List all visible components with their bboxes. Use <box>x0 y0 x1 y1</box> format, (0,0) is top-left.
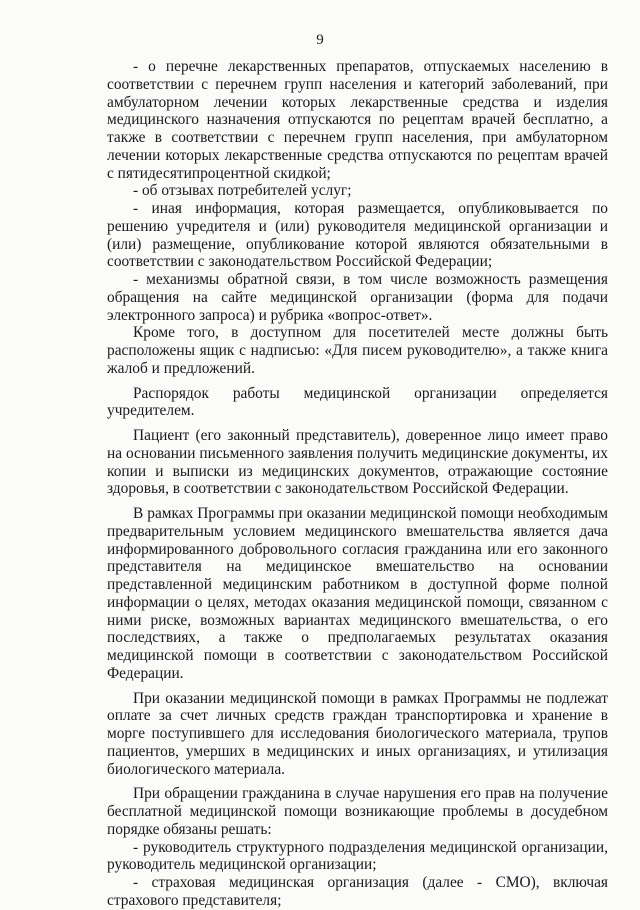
paragraph-list-item: - об отзывах потребителей услуг; <box>133 182 352 200</box>
paragraph-list-item: - о перечне лекарственных препаратов, отпускаемых населению в соответствии с перечнем групп населения и категорий заболеваний, при амбулаторном лечении которых лекарственные средства и изделия медицинского назначения отпускаются по рецептам врачей бесплатно, а также в соответствии с перечнем групп населения, при амбулаторном лечении которых лекарственные средства отпускаются по рецептам врачей с пятидесятипроцентной скидкой; <box>107 58 608 182</box>
page-number: 9 <box>316 32 324 48</box>
paragraph-list-item: - механизмы обратной связи, в том числе возможность размещения обращения на сайте медицинской организации (форма для подачи электронного запроса) и рубрика «вопрос-ответ». <box>107 271 608 324</box>
paragraph: Пациент (его законный представитель), доверенное лицо имеет право на основании письменного заявления получить медицинские документы, их копии и выписки из медицинских документов, отражающие состояние здоровья, в соответствии с законодательством Российской Федерации. <box>107 427 608 498</box>
paragraph-list-item: - руководитель структурного подразделения медицинской организации, руководитель медицинской организации; <box>107 838 608 874</box>
paragraph: Распорядок работы медицинской организации определяется учредителем. <box>107 384 608 420</box>
paragraph: В рамках Программы при оказании медицинской помощи необходимым предварительным условием медицинского вмешательства является дача информированного добровольного согласия гражданина или его законного представителя на медицинское вмешательство на основании представленной медицинским работником в доступной форме полной информации о целях, методах оказания медицинской помощи, связанном с ними риске, возможных вариантах медицинского вмешательства, о его последствиях, а также о предполагаемых результатах оказания медицинской помощи в соответствии с законодательством Российской Федерации. <box>107 505 608 682</box>
paragraph-list-item: - страховая медицинская организация (далее - СМО), включая страхового представителя; <box>107 874 608 909</box>
paragraph: При оказании медицинской помощи в рамках Программы не подлежат оплате за счет личных средств граждан транспортировка и хранение в морге поступившего для исследования биологического материала, трупов пациентов, умерших в медицинских и иных организациях, и утилизация биологического материала. <box>107 689 608 778</box>
paragraph: Кроме того, в доступном для посетителей месте должны быть расположены ящик с надписью: «Для писем руководителю», а также книга жалоб и предложений. <box>107 324 608 377</box>
paragraph-list-item: - иная информация, которая размещается, опубликовывается по решению учредителя и (или) руководителя медицинской организации и (или) размещение, опубликование которой являются обязательными в соответствии с законодательством Российской Федерации; <box>107 200 608 271</box>
document-body <box>107 58 608 910</box>
paragraph: При обращении гражданина в случае нарушения его прав на получение бесплатной медицинской помощи возникающие проблемы в досудебном порядке обязаны решать: <box>107 785 608 838</box>
